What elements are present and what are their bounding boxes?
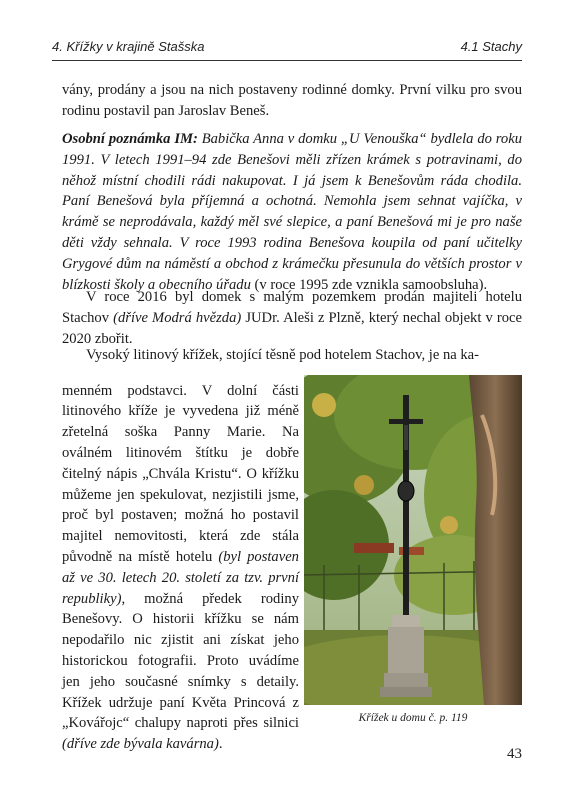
p4-top-text: Vysoký litinový křížek, stojící těsně pod hotelem Stachov, je na ka-: [86, 347, 480, 363]
section-title: 4.1 Stachy: [460, 39, 522, 54]
p4-text-b: (byl postaven až ve 30. letech 20. století za tzv. první republiky): [62, 548, 299, 607]
p4-text-e: .: [218, 736, 223, 753]
paragraph-4-body: [62, 366, 299, 770]
note-label: Osobní poznámka IM:: [62, 131, 198, 147]
p4-text-d: (dříve zde bývala kavárna): [62, 736, 219, 753]
paragraph-1-text: vány, prodány a jsou na nich postaveny rodinné domky. První vilku pro svou rodinu postavil pan Jaroslav Beneš.: [62, 82, 522, 119]
paragraph-3: [62, 287, 522, 349]
note-tail: (v roce 1995 zde vznikla samoobsluha).: [250, 276, 488, 293]
paragraph-4-first-line: [62, 345, 522, 366]
p4-text-a: menném podstavci. V dolní části litinového kříže je vyvedena již méně zřetelná soška Panny Marie. Na oválném litinovém štítku je dobře čitelný nápis „Chvála Kristu“. O křížku můžeme jen spekulovat, nezjistili jsme, proč byl postaven; možná ho postavil majitel nemovitosti, která zde stála původně na místě hotelu: [62, 382, 299, 565]
paragraph-personal-note: [62, 129, 522, 295]
cross-photo-image: [304, 375, 522, 705]
cross-photo: [304, 375, 522, 705]
p3-text-c: JUDr. Aleši z Plzně, který nechal objekt v roce 2020 zbořit.: [62, 309, 522, 347]
p3-text-a: V roce 2016 byl domek s malým pozemkem prodán majiteli hotelu Stachov: [62, 289, 522, 326]
paragraph-1: [62, 80, 522, 122]
note-text: Babička Anna v domku „U Venouška“ bydlela do roku 1991. V letech 1991–94 zde Benešovi měli zřízen krámek s potravinami, do něhož místní chodili rádi nakupovat. I já jsem k Benešovům ráda chodila. Paní Benešová byla příjemná a ochotná. Nemohla jsem sehnat vajíčka, v krámě se neprodávala, každý měl své slepice, a paní Benešová mi je pro naše děti vždy sehnala. V roce 1993 rodina Benešova koupila od paní učitelky Grygové dům na náměstí a obchod z krámečku přesunula do větších prostor v blízkosti školy a obecního úřadu: [62, 131, 522, 293]
header-rule: [52, 60, 522, 61]
chapter-title: 4. Křížky v krajině Stašska: [52, 39, 205, 54]
p4-text-c: , možná předek rodiny Benešovy. O historii křížku se nám nepodařilo nic zjistit ani získat jeho historickou fotografii. Proto uvádíme jen jeho současné snímky s detaily. Křížek udržuje paní Květa Princová z „Kovářojc“ chalupy naproti přes silnici: [62, 590, 299, 732]
page-number: 43: [507, 746, 522, 762]
running-header: [52, 39, 522, 57]
photo-caption: Křížek u domu č. p. 119: [358, 712, 468, 724]
p3-text-b: (dříve Modrá hvězda): [113, 309, 242, 326]
